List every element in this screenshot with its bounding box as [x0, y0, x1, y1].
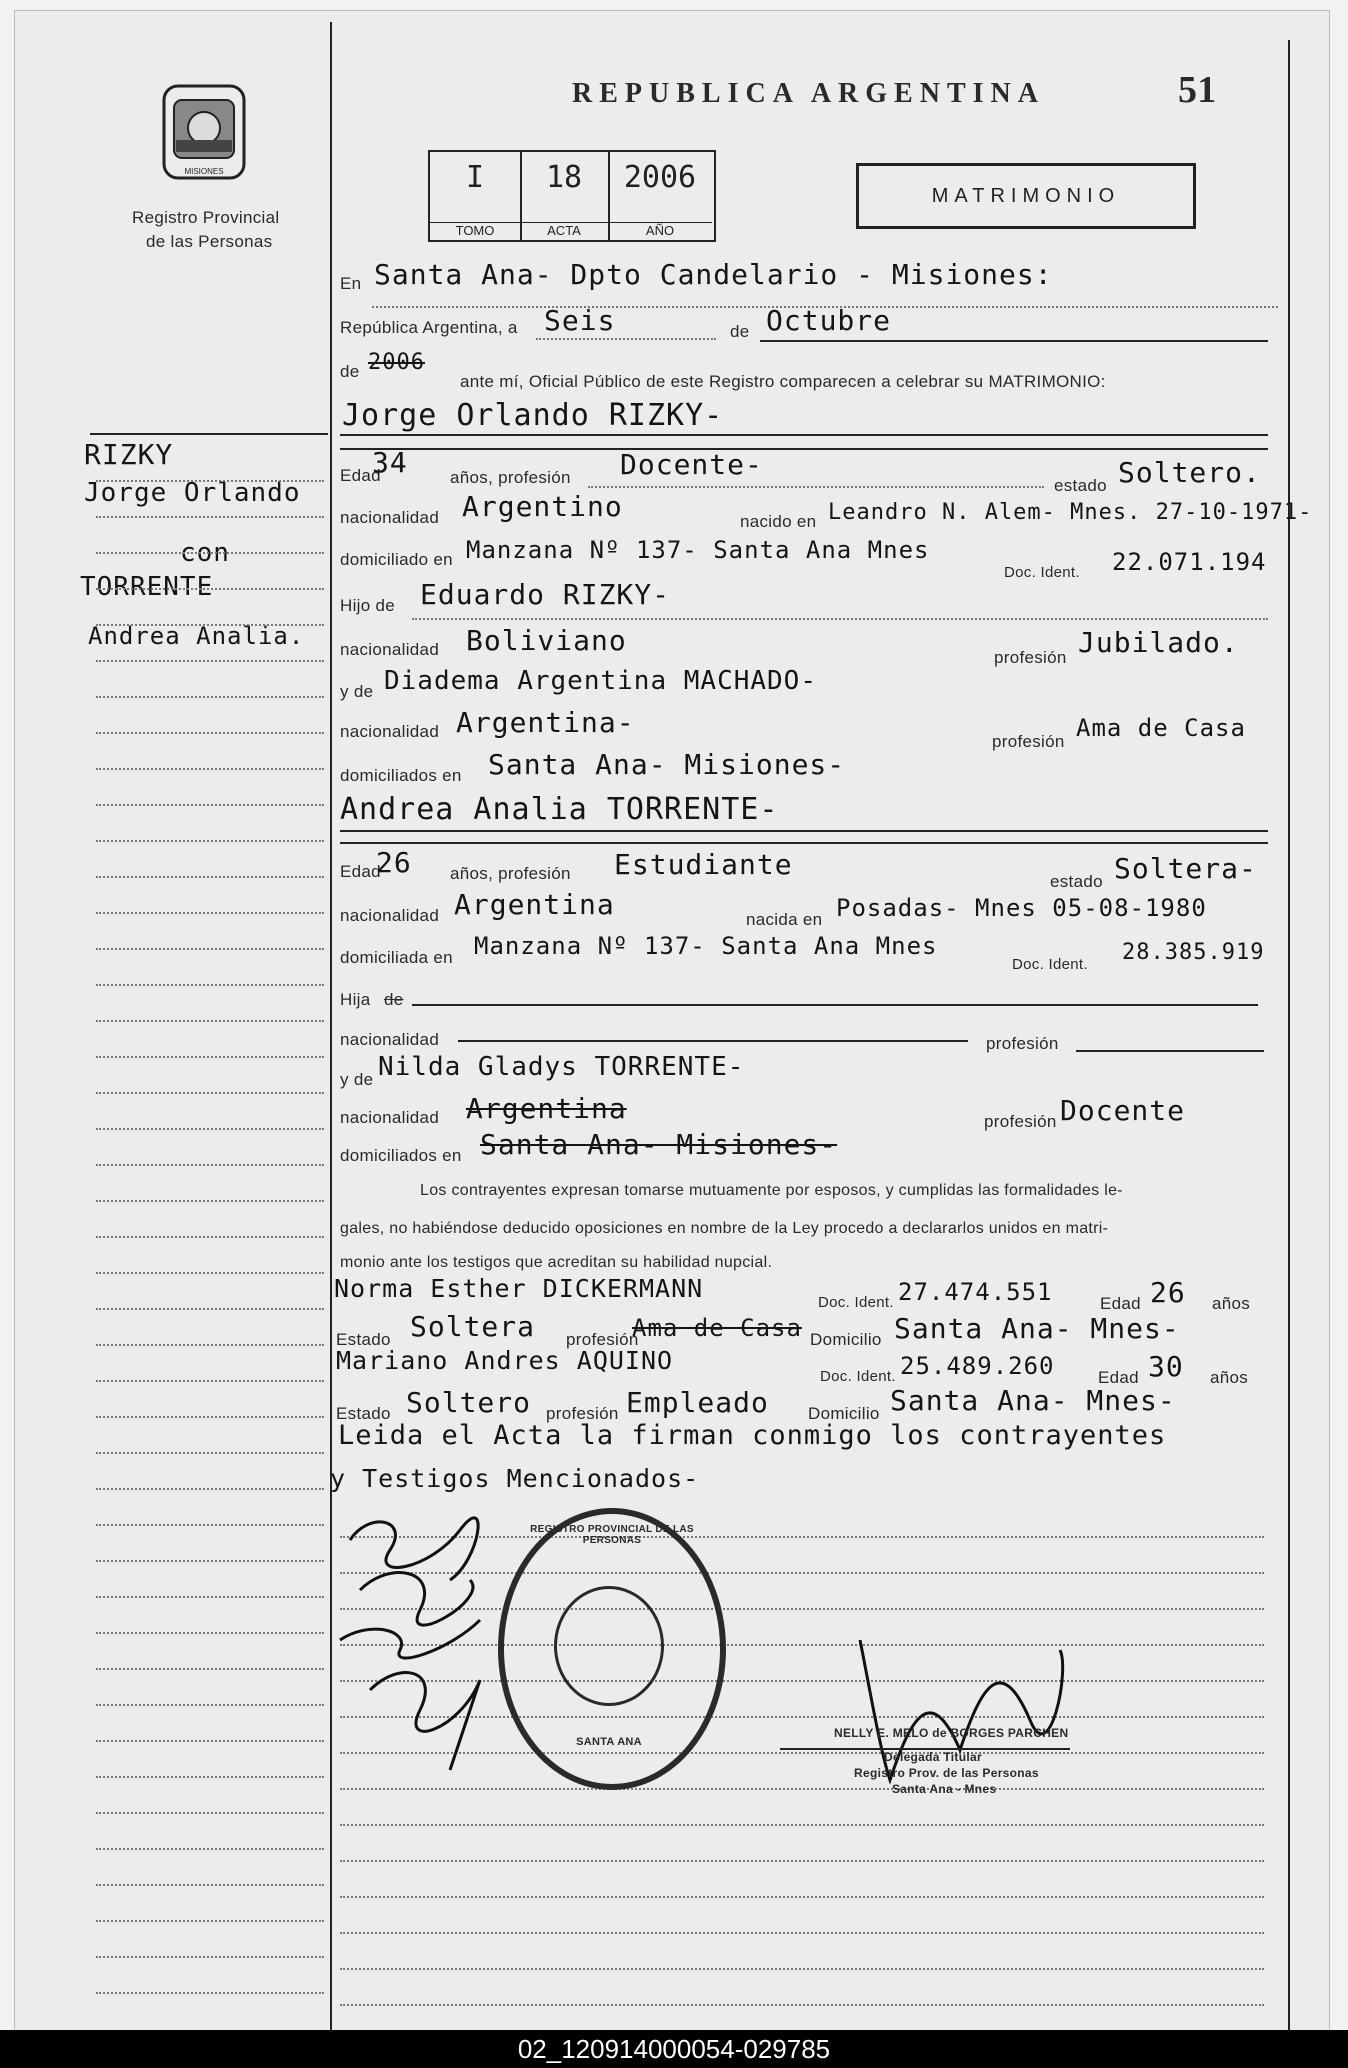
witness1-edad-value: 26	[1150, 1276, 1186, 1309]
margin-rule	[96, 588, 324, 590]
month-de-label: de	[730, 322, 750, 341]
body-rule	[340, 1932, 1264, 1934]
margin-rule	[96, 1488, 324, 1490]
margin-note-line2: Jorge Orlando	[84, 478, 301, 508]
ante-text: ante mí, Oficial Público de este Registro comparecen a celebrar su MATRIMONIO:	[460, 372, 1106, 391]
margin-rule	[96, 840, 324, 842]
margin-rule	[96, 1308, 324, 1310]
tomo-label: TOMO	[430, 222, 520, 238]
bride-nacionalidad-label: nacionalidad	[340, 906, 440, 925]
bride-mother-value: Nilda Gladys TORRENTE-	[378, 1052, 745, 1082]
groom-estado-label: estado	[1054, 476, 1107, 495]
groom-edad-label: Edad	[340, 466, 381, 485]
groom-mother-value: Diadema Argentina MACHADO-	[384, 666, 817, 696]
margin-rule	[96, 1272, 324, 1274]
bride-doc-label: Doc. Ident.	[1012, 956, 1088, 973]
margin-rule	[96, 1884, 324, 1886]
margin-rule	[96, 876, 324, 878]
groom-profesion-value: Docente-	[620, 448, 763, 481]
page-number: 51	[1178, 69, 1217, 111]
margin-rule	[96, 1956, 324, 1958]
witness2-domicilio-label: Domicilio	[808, 1404, 880, 1423]
groom-name: Jorge Orlando RIZKY-	[342, 398, 724, 433]
day-value: Seis	[544, 304, 616, 337]
official-stamp-line3: Registro Prov. de las Personas	[854, 1766, 1039, 1780]
country-heading: REPUBLICA ARGENTINA	[572, 78, 1045, 109]
acta-label: ACTA	[520, 222, 608, 238]
witness1-name: Norma Esther DICKERMANN	[334, 1274, 704, 1303]
record-type-box: MATRIMONIO	[856, 163, 1196, 229]
margin-rule	[96, 1164, 324, 1166]
body-rule	[340, 1860, 1264, 1862]
groom-mother-nac-label: nacionalidad	[340, 722, 440, 741]
bride-father-prof-label: profesión	[986, 1034, 1059, 1053]
groom-domiciliados-value: Santa Ana- Misiones-	[488, 748, 846, 781]
groom-hijo-label: Hijo de	[340, 596, 396, 615]
groom-nacido-label: nacido en	[740, 512, 817, 531]
groom-doc-label: Doc. Ident.	[1004, 564, 1080, 581]
margin-rule	[96, 552, 324, 554]
bride-hija-de: de	[384, 990, 404, 1009]
witness2-name: Mariano Andres AQUINO	[336, 1346, 674, 1375]
witness1-edad-label: Edad	[1100, 1294, 1141, 1313]
margin-rule	[96, 660, 324, 662]
groom-doc-value: 22.071.194	[1112, 548, 1267, 576]
bride-mother-nac-value: Argentina	[466, 1092, 627, 1125]
acta-value: 18	[545, 160, 583, 195]
witness1-domicilio-value: Santa Ana- Mnes-	[894, 1312, 1180, 1345]
margin-rule	[96, 732, 324, 734]
witness1-doc-value: 27.474.551	[898, 1278, 1053, 1306]
closing-line1: Leida el Acta la firman conmigo los contrayentes	[338, 1420, 1167, 1451]
witness2-estado-label: Estado	[336, 1404, 391, 1423]
witness2-doc-label: Doc. Ident.	[820, 1368, 896, 1385]
margin-rule	[96, 1668, 324, 1670]
declaration-line1: Los contrayentes expresan tomarse mutuamente por esposos, y cumplidas las formalidades le-	[420, 1182, 1123, 1199]
margin-rule	[96, 1020, 324, 1022]
right-border	[1288, 40, 1290, 2030]
bride-estado-value: Soltera-	[1114, 852, 1257, 885]
misiones-shield-logo	[158, 78, 250, 188]
margin-rule	[96, 948, 324, 950]
margin-rule	[96, 1920, 324, 1922]
body-rule	[340, 1968, 1264, 1970]
groom-edad-value: 34	[372, 446, 408, 479]
tomo-acta-box	[428, 150, 716, 242]
witness2-profesion-label: profesión	[546, 1404, 619, 1423]
bride-hija-label: Hija	[340, 990, 371, 1009]
margin-rule	[96, 1992, 324, 1994]
witness2-domicilio-value: Santa Ana- Mnes-	[890, 1384, 1176, 1417]
margin-rule	[96, 1452, 324, 1454]
groom-nacionalidad-value: Argentino	[462, 490, 623, 523]
year-value: 2006	[368, 350, 425, 375]
margin-note-line4: TORRENTE	[80, 572, 214, 602]
month-value: Octubre	[766, 304, 892, 337]
bride-nacionalidad-value: Argentina	[454, 888, 615, 921]
official-stamp-line4: Santa Ana - Mnes	[892, 1782, 997, 1796]
groom-father-value: Eduardo RIZKY-	[420, 578, 671, 611]
seal-inner-text: SANTA ANA	[576, 1736, 642, 1748]
bride-mother-prof-label: profesión	[984, 1112, 1057, 1131]
margin-note-top-rule	[90, 433, 328, 435]
registry-seal	[498, 1508, 726, 1790]
groom-mother-prof-value: Ama de Casa	[1076, 714, 1246, 742]
margin-rule	[96, 1596, 324, 1598]
groom-estado-value: Soltero.	[1118, 456, 1261, 489]
groom-domicilio-label: domiciliado en	[340, 550, 453, 569]
groom-father-prof-value: Jubilado.	[1078, 626, 1239, 659]
witness2-edad-label: Edad	[1098, 1368, 1139, 1387]
anio-label: AÑO	[608, 222, 712, 238]
margin-rule	[96, 912, 324, 914]
groom-domiciliados-label: domiciliados en	[340, 766, 462, 785]
bride-estado-label: estado	[1050, 872, 1103, 891]
witness2-profesion-value: Empleado	[626, 1386, 769, 1419]
witness1-profesion-label: profesión	[566, 1330, 639, 1349]
witness1-estado-value: Soltera	[410, 1310, 536, 1343]
footer-code: 02_120914000054-029785	[0, 2030, 1348, 2068]
bride-domiciliados-value: Santa Ana- Misiones-	[480, 1128, 838, 1161]
margin-rule	[96, 1380, 324, 1382]
declaration-line3: monio ante los testigos que acreditan su habilidad nupcial.	[340, 1254, 773, 1271]
witness2-anios-label: años	[1210, 1368, 1249, 1387]
groom-yde-label: y de	[340, 682, 374, 701]
bride-domicilio-label: domiciliada en	[340, 948, 453, 967]
official-stamp-line1: NELLY E. MELO de BORGES PARCHEN	[834, 1726, 1069, 1740]
seal-outer-text: REGISTRO PROVINCIAL DE LAS PERSONAS	[530, 1524, 694, 1546]
witness1-anios-label: años	[1212, 1294, 1251, 1313]
margin-rule	[96, 1416, 324, 1418]
margin-note-line1: RIZKY	[84, 438, 174, 471]
margin-note-line5: Andrea Analia.	[88, 622, 305, 650]
margin-rule	[96, 624, 324, 626]
margin-rule	[96, 516, 324, 518]
margin-rule	[96, 1560, 324, 1562]
year-de-label: de	[340, 362, 360, 381]
witness1-estado-label: Estado	[336, 1330, 391, 1349]
margin-rule	[96, 480, 324, 482]
groom-nacido-value: Leandro N. Alem- Mnes. 27-10-1971-	[828, 500, 1313, 525]
margin-rule	[96, 1812, 324, 1814]
bride-father-nac-label: nacionalidad	[340, 1030, 440, 1049]
bride-nacida-value: Posadas- Mnes 05-08-1980	[836, 894, 1207, 922]
bride-profesion-value: Estudiante	[614, 848, 793, 881]
place-value: Santa Ana- Dpto Candelario - Misiones:	[374, 258, 1053, 291]
groom-father-nac-label: nacionalidad	[340, 640, 440, 659]
republica-label: República Argentina, a	[340, 318, 518, 337]
logo-text: MISIONES	[184, 167, 224, 176]
registry-line1: Registro Provincial	[132, 208, 280, 227]
bride-domicilio-value: Manzana Nº 137- Santa Ana Mnes	[474, 932, 938, 960]
margin-rule	[96, 1092, 324, 1094]
bride-nacida-label: nacida en	[746, 910, 823, 929]
witness1-doc-label: Doc. Ident.	[818, 1294, 894, 1311]
bride-edad-label: Edad	[340, 862, 381, 881]
margin-rule	[96, 1128, 324, 1130]
witness2-edad-value: 30	[1148, 1350, 1184, 1383]
witness1-domicilio-label: Domicilio	[810, 1330, 882, 1349]
anio-value: 2006	[623, 160, 697, 195]
witness1-profesion-value: Ama de Casa	[632, 1314, 802, 1342]
margin-rule	[96, 768, 324, 770]
bride-name: Andrea Analia TORRENTE-	[340, 792, 779, 827]
bride-anios-label: años, profesión	[450, 864, 571, 883]
tomo-value: I	[465, 160, 485, 195]
body-rule	[340, 1896, 1264, 1898]
groom-anios-label: años, profesión	[450, 468, 571, 487]
margin-rule	[96, 696, 324, 698]
groom-mother-prof-label: profesión	[992, 732, 1065, 751]
official-stamp-line2: Delegada Titular	[884, 1750, 982, 1764]
bride-edad-value: 26	[376, 846, 412, 879]
bride-mother-nac-label: nacionalidad	[340, 1108, 440, 1127]
groom-father-nac-value: Boliviano	[466, 624, 627, 657]
margin-rule	[96, 1344, 324, 1346]
margin-rule	[96, 1704, 324, 1706]
groom-father-prof-label: profesión	[994, 648, 1067, 667]
en-label: En	[340, 274, 362, 293]
closing-line2: y Testigos Mencionados-	[330, 1464, 700, 1493]
margin-rule	[96, 1236, 324, 1238]
body-rule	[340, 1788, 1264, 1790]
witness2-doc-value: 25.489.260	[900, 1352, 1055, 1380]
margin-rule	[96, 1632, 324, 1634]
margin-rule	[96, 1524, 324, 1526]
groom-mother-nac-value: Argentina-	[456, 706, 635, 739]
margin-rule	[96, 1848, 324, 1850]
margin-rule	[96, 984, 324, 986]
groom-domicilio-value: Manzana Nº 137- Santa Ana Mnes	[466, 536, 930, 564]
margin-note-line3: con	[180, 538, 230, 568]
bride-yde-label: y de	[340, 1070, 374, 1089]
bride-mother-prof-value: Docente	[1060, 1094, 1186, 1127]
margin-rule	[96, 1056, 324, 1058]
margin-rule	[96, 1740, 324, 1742]
declaration-line2: gales, no habiéndose deducido oposiciones en nombre de la Ley procedo a declararlos unidos en matri-	[340, 1220, 1109, 1237]
bride-doc-value: 28.385.919	[1122, 940, 1265, 965]
margin-rule	[96, 1200, 324, 1202]
groom-nacionalidad-label: nacionalidad	[340, 508, 440, 527]
witness2-estado-value: Soltero	[406, 1386, 532, 1419]
registry-line2: de las Personas	[146, 232, 273, 251]
bride-domiciliados-label: domiciliados en	[340, 1146, 462, 1165]
body-rule	[340, 2004, 1264, 2006]
body-rule	[340, 1824, 1264, 1826]
margin-rule	[96, 804, 324, 806]
margin-rule	[96, 1776, 324, 1778]
